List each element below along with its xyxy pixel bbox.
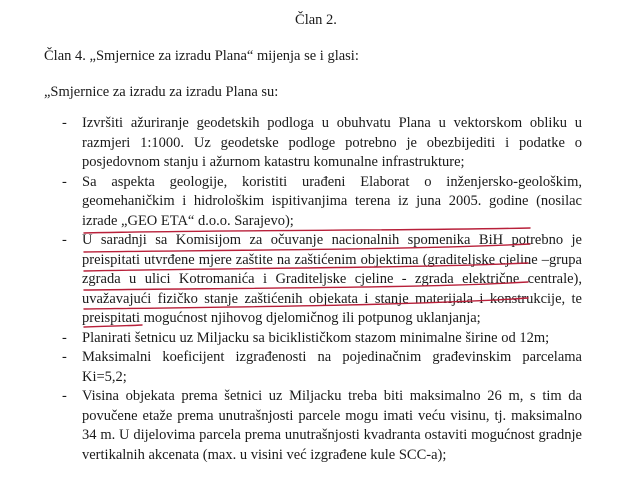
list-item — [62, 173, 582, 232]
list-item — [62, 114, 582, 173]
list-item — [62, 329, 582, 349]
list-item — [62, 231, 582, 329]
article-intro: Član 4. „Smjernice za izradu Plana“ mijenja se i glasi: — [44, 48, 359, 64]
list-item-text: Visina objekata prema šetnici uz Miljacku treba biti maksimalno 26 m, s tim da povučene etaže prema unutrašnjosti parcele mogu imati veću visinu, tj. maksimalno 34 m. U dijelovima parcela prema unutrašnjosti kvadranta ostaviti mogućnost gradnje vertikalnih akcenata (max. u visini već izgrađene kule SCC-a); — [82, 388, 582, 463]
guidelines-list — [62, 114, 582, 465]
list-item-text: U saradnji sa Komisijom za očuvanje nacionalnih spomenika BiH potrebno je preispitati utvrđene mjere zaštite na zaštićenim objektima (graditeljske cjeline –grupa zgrada u ulici Kotromanića i Graditeljske cjeline - zgrada električne centrale), uvažavajući fizičko stanje zaštićenih objekata i stanje materijala i konstrukcije, te preispitati mogućnost njihovog djelomičnog ili potpunog uklanjanja; — [82, 232, 582, 326]
bullet-dash: - — [62, 329, 67, 346]
list-item-text: Sa aspekta geologije, koristiti urađeni Elaborat o inženjersko-geološkim, geomehaničkim i hidrološkim ispitivanjima terena iz juna 2005. godine (nosilac izrade „GEO ETA“ d.o.o. Sarajevo); — [82, 173, 582, 229]
list-item — [62, 348, 582, 387]
guidelines-heading: „Smjernice za izradu za izradu Plana su: — [44, 84, 279, 100]
list-item-text: Maksimalni koeficijent izgrađenosti na pojedinačnim građevinskim parcelama Ki=5,2; — [82, 349, 582, 385]
bullet-dash: - — [62, 115, 67, 131]
article-title: Član 2. — [295, 12, 337, 28]
bullet-dash: - — [62, 349, 67, 365]
list-item-text: Izvršiti ažuriranje geodetskih podloga u obuhvatu Plana u vektorskom obliku u razmjeri 1:1000. Uz geodetske podloge potrebno je obezbijediti i podatke o posjedovnom stanju i ažurnom katastru komunalne infrastrukture; — [82, 115, 582, 170]
bullet-dash: - — [62, 232, 67, 248]
bullet-dash: - — [62, 388, 67, 404]
list-item-text: Planirati šetnicu uz Miljacku sa biciklističkom stazom minimalne širine od 12m; — [82, 329, 550, 346]
list-item — [62, 387, 582, 465]
bullet-dash: - — [62, 173, 67, 190]
